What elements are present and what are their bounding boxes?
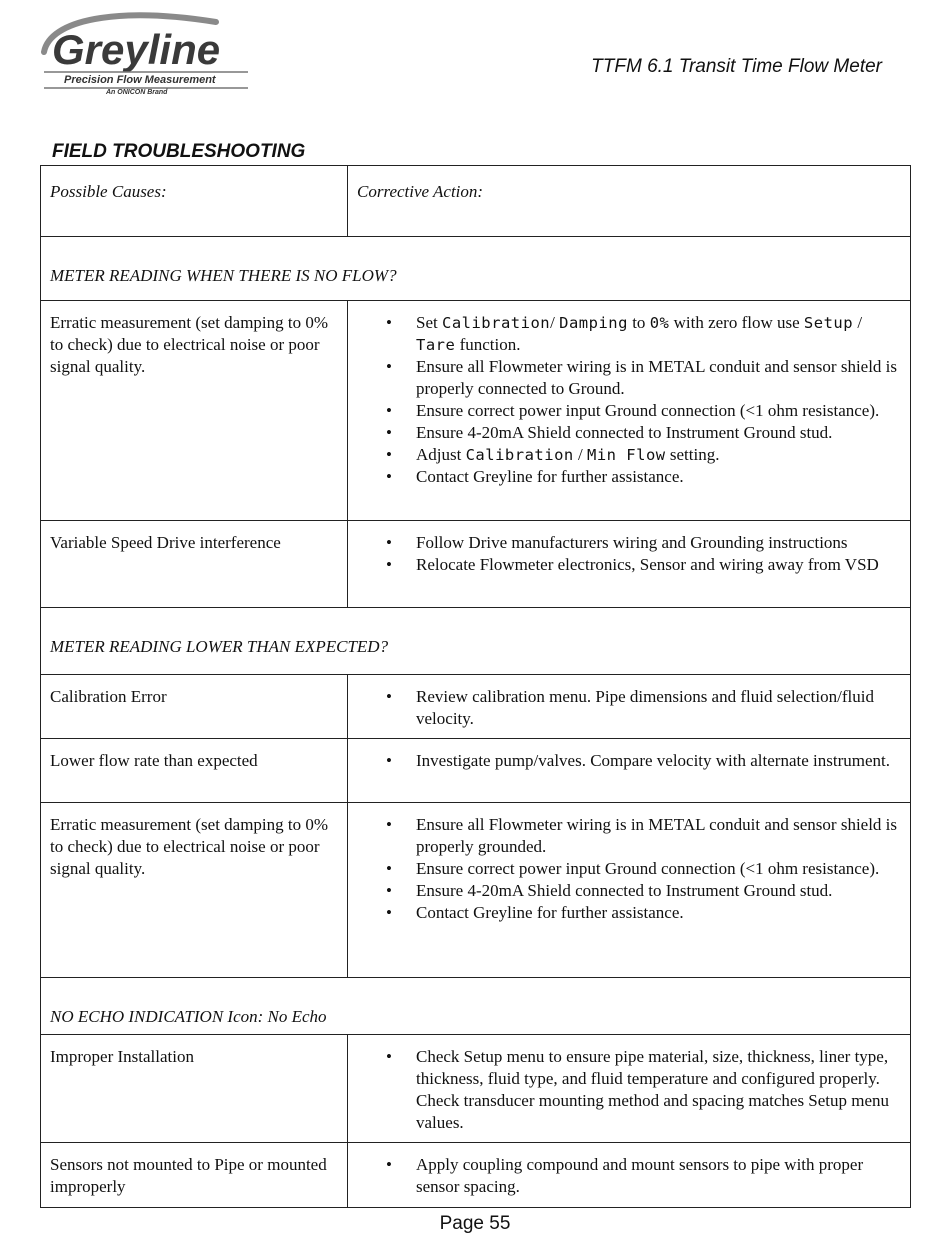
cause-cell: Erratic measurement (set damping to 0% to check) due to electrical noise or poor signal quality. bbox=[41, 301, 348, 521]
category-no-echo: NO ECHO INDICATION Icon: No Echo bbox=[41, 978, 911, 1035]
action-cell bbox=[348, 675, 911, 739]
category-row bbox=[41, 608, 911, 675]
category-row bbox=[41, 237, 911, 301]
action-cell bbox=[348, 1143, 911, 1208]
list-item: • Ensure correct power input Ground connection (<1 ohm resistance). bbox=[416, 400, 902, 422]
cause-cell: Erratic measurement (set damping to 0% to check) due to electrical noise or poor signal quality. bbox=[41, 803, 348, 978]
list-item: • Contact Greyline for further assistance. bbox=[416, 902, 902, 924]
action-cell bbox=[348, 301, 911, 521]
table-row bbox=[41, 675, 911, 739]
table-row bbox=[41, 739, 911, 803]
logo-wordmark: Greyline bbox=[52, 26, 221, 73]
table-row bbox=[41, 1143, 911, 1208]
action-list bbox=[348, 750, 902, 772]
action-cell bbox=[348, 803, 911, 978]
list-item: • Ensure correct power input Ground connection (<1 ohm resistance). bbox=[416, 858, 902, 880]
category-no-flow: METER READING WHEN THERE IS NO FLOW? bbox=[41, 237, 911, 301]
action-list bbox=[348, 1154, 902, 1198]
list-item: • Ensure 4-20mA Shield connected to Instrument Ground stud. bbox=[416, 422, 902, 444]
cause-cell: Sensors not mounted to Pipe or mounted improperly bbox=[41, 1143, 348, 1208]
cause-cell: Improper Installation bbox=[41, 1035, 348, 1143]
list-item: • Investigate pump/valves. Compare velocity with alternate instrument. bbox=[416, 750, 902, 772]
list-item: • Relocate Flowmeter electronics, Sensor and wiring away from VSD bbox=[416, 554, 902, 576]
logo-subtag: An ONICON Brand bbox=[106, 89, 168, 96]
action-cell bbox=[348, 1035, 911, 1143]
greyline-logo bbox=[36, 8, 258, 100]
table-row bbox=[41, 521, 911, 608]
logo-tagline: Precision Flow Measurement bbox=[64, 74, 216, 86]
category-row bbox=[41, 978, 911, 1035]
cause-cell: Variable Speed Drive interference bbox=[41, 521, 348, 608]
list-item: • Adjust Calibration / Min Flow setting. bbox=[416, 444, 902, 466]
troubleshooting-table bbox=[40, 165, 911, 1208]
table-header-row bbox=[41, 166, 911, 237]
cause-cell: Lower flow rate than expected bbox=[41, 739, 348, 803]
list-item: • Ensure all Flowmeter wiring is in METAL conduit and sensor shield is properly connected to Ground. bbox=[416, 356, 902, 400]
list-item: • Check Setup menu to ensure pipe material, size, thickness, liner type, thickness, fluid type, and fluid temperature and configured properly. Check transducer mounting method and spacing matches Setup menu values. bbox=[416, 1046, 902, 1134]
category-lower-than-expected: METER READING LOWER THAN EXPECTED? bbox=[41, 608, 911, 675]
action-list bbox=[348, 1046, 902, 1134]
action-list bbox=[348, 686, 902, 730]
action-list bbox=[348, 532, 902, 576]
action-cell bbox=[348, 739, 911, 803]
list-item: • Set Calibration/ Damping to 0% with zero flow use Setup / Tare function. bbox=[416, 312, 902, 356]
header-corrective-action: Corrective Action: bbox=[348, 166, 911, 237]
header-possible-causes: Possible Causes: bbox=[41, 166, 348, 237]
list-item: • Ensure all Flowmeter wiring is in METAL conduit and sensor shield is properly grounded. bbox=[416, 814, 902, 858]
section-heading: FIELD TROUBLESHOOTING bbox=[52, 141, 306, 162]
list-item: • Ensure 4-20mA Shield connected to Instrument Ground stud. bbox=[416, 880, 902, 902]
page-number: Page 55 bbox=[439, 1213, 511, 1234]
list-item: • Review calibration menu. Pipe dimensions and fluid selection/fluid velocity. bbox=[416, 686, 902, 730]
table-row bbox=[41, 301, 911, 521]
document-title: TTFM 6.1 Transit Time Flow Meter bbox=[591, 56, 882, 77]
table-row bbox=[41, 803, 911, 978]
table-row bbox=[41, 1035, 911, 1143]
cause-cell: Calibration Error bbox=[41, 675, 348, 739]
list-item: • Apply coupling compound and mount sensors to pipe with proper sensor spacing. bbox=[416, 1154, 902, 1198]
list-item: • Contact Greyline for further assistance. bbox=[416, 466, 902, 488]
action-cell bbox=[348, 521, 911, 608]
action-list bbox=[348, 814, 902, 924]
list-item: • Follow Drive manufacturers wiring and Grounding instructions bbox=[416, 532, 902, 554]
action-list bbox=[348, 312, 902, 488]
